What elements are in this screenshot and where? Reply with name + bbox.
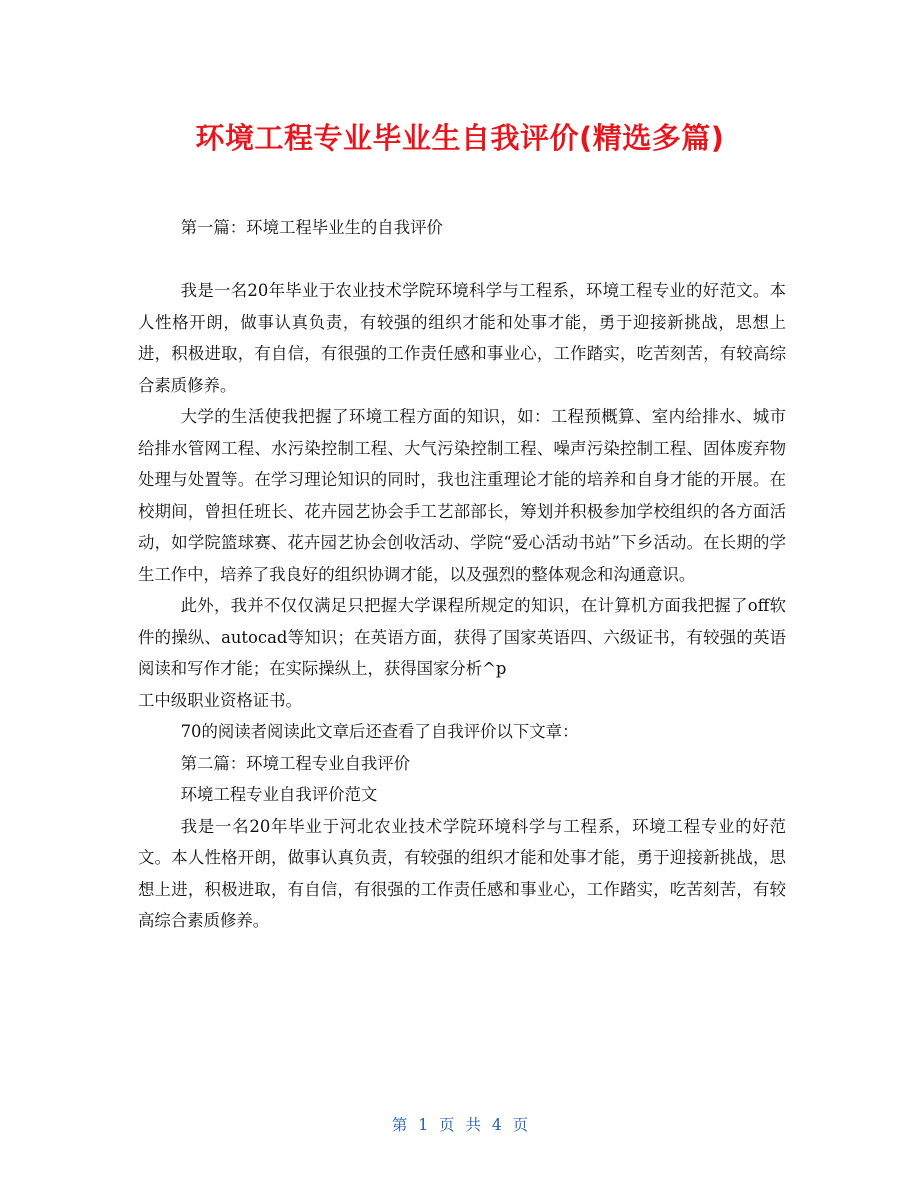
page-number: 第 1 页 共 4 页 [391, 1116, 529, 1134]
paragraph: 此外，我并不仅仅满足只把握大学课程所规定的知识，在计算机方面我把握了off软件的操纵、autocad等知识；在英语方面，获得了国家英语四、六级证书，有较强的英语阅读和写作才能；在实际操纵上，获得国家分析^p [138, 596, 786, 678]
paragraph: 我是一名20年毕业于河北农业技术学院环境科学与工程系，环境工程专业的好范文。本人性格开朗，做事认真负责，有较强的组织才能和处事才能，勇于迎接新挑战，思想上进，积极进取，有自信，有很强的工作责任感和事业心，工作踏实，吃苦刻苦，有较高综合素质修养。 [138, 816, 786, 930]
paragraph: 大学的生活使我把握了环境工程方面的知识，如：工程预概算、室内给排水、城市给排水管网工程、水污染控制工程、大气污染控制工程、噪声污染控制工程、固体废弃物处理与处置等。在学习理论知识的同时，我也注重理论才能的培养和自身才能的开展。在校期间，曾担任班长、花卉园艺协会手工艺部部长，筹划并积极参加学校组织的各方面活动，如学院篮球赛、花卉园艺协会创收活动、学院“爱心活动书站”下乡活动。在长期的学生工作中，培养了我良好的组织协调才能，以及强烈的整体观念和沟通意识。 [138, 407, 786, 584]
paragraph: 我是一名20年毕业于农业技术学院环境科学与工程系，环境工程专业的好范文。本人性格开朗，做事认真负责，有较强的组织才能和处事才能，勇于迎接新挑战，思想上进，积极进取，有自信，有很强的工作责任感和事业心，工作踏实，吃苦刻苦，有较高综合素质修养。 [138, 281, 786, 395]
document-title: 环境工程专业毕业生自我评价(精选多篇) [195, 121, 725, 155]
document-body [138, 212, 786, 937]
section-heading-2: 第二篇：环境工程专业自我评价 [180, 753, 411, 773]
paragraph: 工中级职业资格证书。 [138, 690, 302, 710]
paragraph: 70的阅读者阅读此文章后还查看了自我评价以下文章： [180, 722, 579, 741]
section-heading-1: 第一篇：环境工程毕业生的自我评价 [180, 218, 443, 237]
subheading: 环境工程专业自我评价范文 [180, 785, 378, 804]
